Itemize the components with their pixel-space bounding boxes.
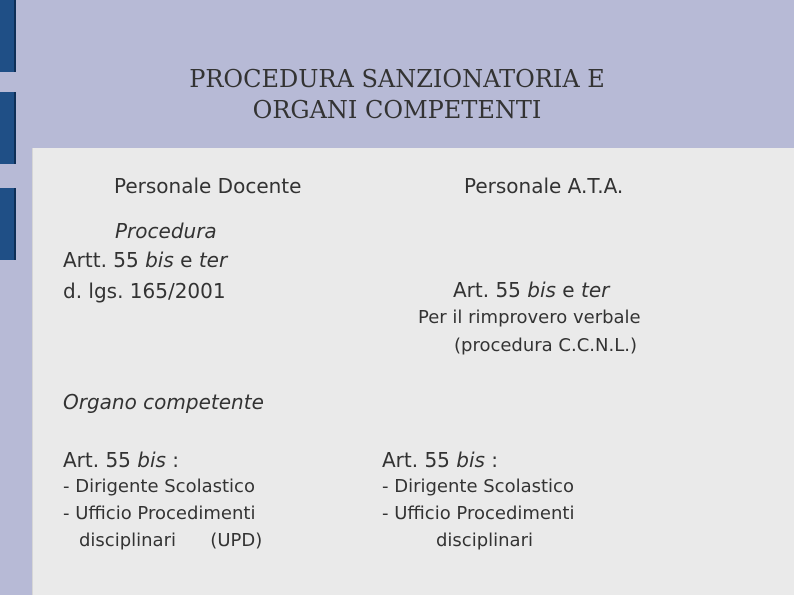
right-organ-item: - Ufficio Procedimenti (382, 503, 575, 524)
right-organ-art-bis: bis (456, 448, 485, 472)
right-organ-art-prefix: Art. 55 (382, 448, 457, 472)
right-organ-art-colon: : (484, 448, 499, 472)
left-art-prefix: Artt. 55 (63, 248, 146, 272)
left-column-header: Personale Docente (114, 174, 302, 198)
left-organ-art-prefix: Art. 55 (63, 448, 138, 472)
right-note-line2: (procedura C.C.N.L.) (454, 335, 637, 356)
left-art-ter: ter (198, 248, 228, 272)
decorative-bar-top (0, 0, 16, 72)
left-organ-item: disciplinari (UPD) (79, 530, 263, 551)
left-organ-item: - Dirigente Scolastico (63, 476, 255, 497)
right-column-header: Personale A.T.A. (464, 174, 624, 198)
left-article-reference (63, 248, 227, 272)
left-organ-item: - Ufficio Procedimenti (63, 503, 256, 524)
right-organ-item: - Dirigente Scolastico (382, 476, 574, 497)
left-dlgs-reference: d. lgs. 165/2001 (63, 279, 226, 303)
right-art-bis: bis (527, 278, 556, 302)
decorative-bar-bottom (0, 188, 16, 260)
right-art-prefix: Art. 55 (453, 278, 528, 302)
organo-competente-text: Organo competente (63, 390, 264, 414)
left-art-e: e (173, 248, 199, 272)
right-art-ter: ter (580, 278, 610, 302)
right-art-e: e (555, 278, 581, 302)
right-organ-article (382, 448, 498, 472)
left-art-bis: bis (145, 248, 174, 272)
right-organ-item: disciplinari (436, 530, 533, 551)
slide-title-line1: PROCEDURA SANZIONATORIA E (189, 65, 605, 93)
right-article-reference (453, 278, 609, 302)
left-organ-art-bis: bis (137, 448, 166, 472)
left-procedura-label (115, 219, 217, 243)
slide-title (0, 64, 794, 126)
left-procedura-text: Procedura (115, 219, 217, 243)
right-note-line1: Per il rimprovero verbale (418, 307, 641, 328)
organo-competente-label (63, 390, 264, 414)
slide-content (32, 148, 794, 595)
slide-title-line2: ORGANI COMPETENTI (252, 96, 542, 124)
left-organ-article (63, 448, 179, 472)
left-organ-art-colon: : (165, 448, 180, 472)
